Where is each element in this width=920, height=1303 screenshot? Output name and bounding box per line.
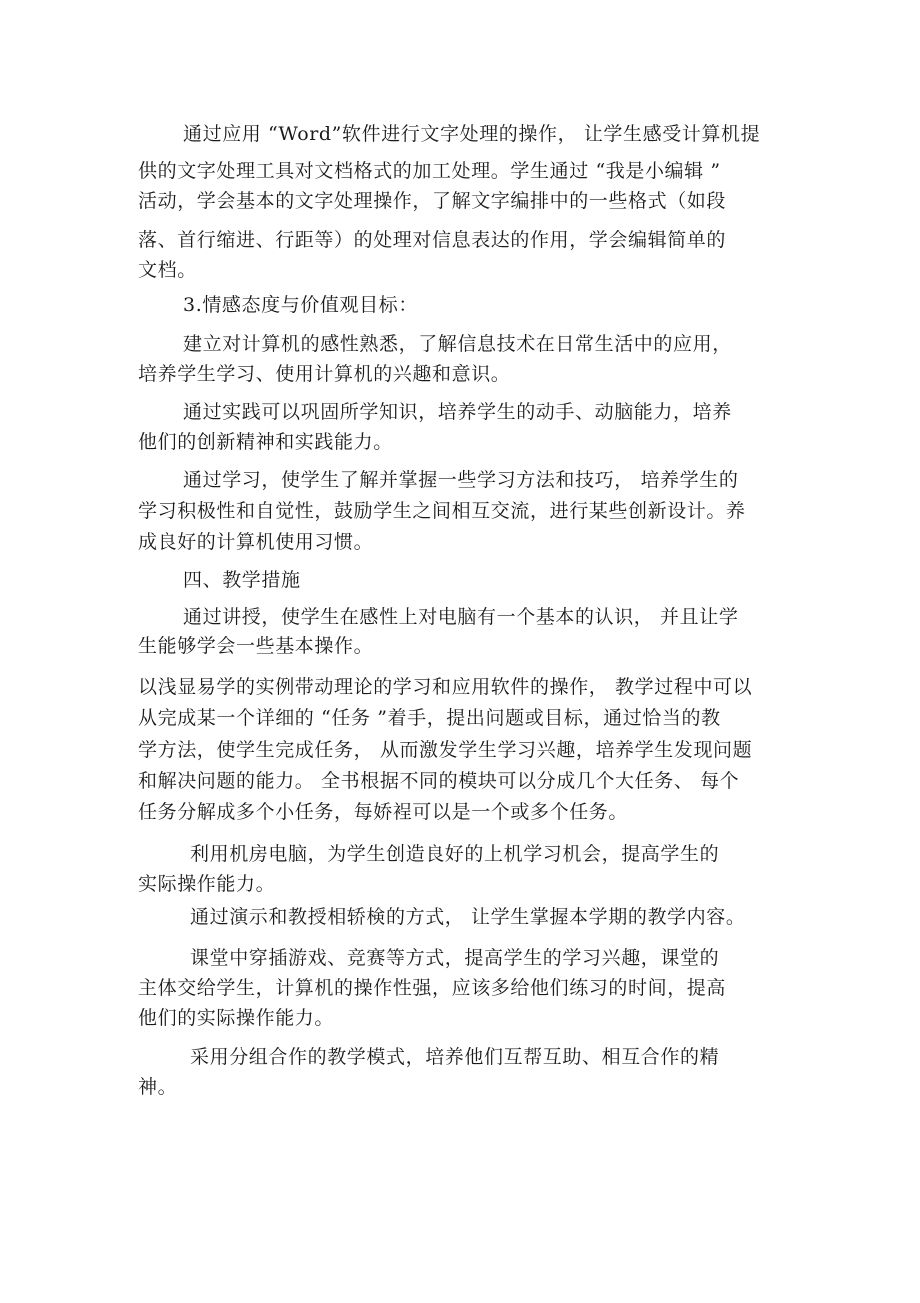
text-line: 学方法，使学生完成任务， 从而激发学生学习兴趣，培养学生发现问题 (138, 739, 753, 761)
text-line: 任务分解成多个小任务，每娇裎可以是一个或多个任务。 (138, 801, 629, 823)
text-line: 文档。 (138, 259, 197, 281)
text-line: 利用机房电脑，为学生创造良好的上机学习机会，提高学生的 (190, 843, 720, 865)
text-line: 和解决问题的能力。 全书根据不同的模块可以分成几个大任务、 每个 (138, 770, 740, 792)
text-line: 他们的实际操作能力。 (138, 1007, 335, 1029)
text-line: 成良好的计算机使用习惯。 (138, 531, 374, 553)
text-line: 通过实践可以巩固所学知识，培养学生的动手、动脑能力，培养 (183, 401, 732, 423)
text-line: 以浅显易学的实例带动理论的学习和应用软件的操作， 教学过程中可以 (138, 676, 753, 698)
text-line: 他们的创新精神和实践能力。 (138, 431, 393, 453)
text-line: 生能够学会一些基本操作。 (138, 635, 374, 657)
text-line: 通过学习，使学生了解并掌握一些学习方法和技巧， 培养学生的 (183, 469, 739, 491)
section-heading: 四、教学措施 (183, 569, 301, 591)
text-line: 活动，学会基本的文字处理操作，了解文字编排中的一些格式（如段 (138, 190, 727, 212)
text-line: 主体交给学生，计算机的操作性强，应该多给他们练习的时间，提高 (138, 977, 727, 999)
text-line: 实际操作能力。 (138, 873, 276, 895)
section-heading: 3.情感态度与价值观目标： (183, 294, 418, 316)
text-line: 从完成某一个详细的 “任务 ”着手，提出问题或目标，通过恰当的教 (138, 707, 721, 729)
text-line: 神。 (138, 1076, 178, 1098)
text-line: 供的文字处理工具对文档格式的加工处理。学生通过 “我是小编辑 ” (138, 160, 721, 182)
text-line: 通过讲授，使学生在感性上对电脑有一个基本的认识， 并且让学 (183, 606, 739, 628)
text-line: 课堂中穿插游戏、竞赛等方式，提高学生的学习兴趣，课堂的 (190, 947, 720, 969)
text-line: 建立对计算机的感性熟悉，了解信息技术在日常生活中的应用， (183, 333, 732, 355)
text-line: 通过应用 “Word”软件进行文字处理的操作， 让学生感受计算机提 (183, 123, 761, 145)
text-line: 采用分组合作的教学模式，培养他们互帮互助、相互合作的精 (190, 1046, 720, 1068)
text-line: 落、首行缩进、行距等）的处理对信息表达的作用，学会编辑简单的 (138, 229, 727, 251)
text-line: 学习积极性和自觉性，鼓励学生之间相互交流，进行某些创新设计。养 (138, 500, 746, 522)
text-line: 通过演示和教授相轿検的方式， 让学生掌握本学期的教学内容。 (190, 906, 746, 928)
text-line: 培养学生学习、使用计算机的兴趣和意识。 (138, 363, 511, 385)
